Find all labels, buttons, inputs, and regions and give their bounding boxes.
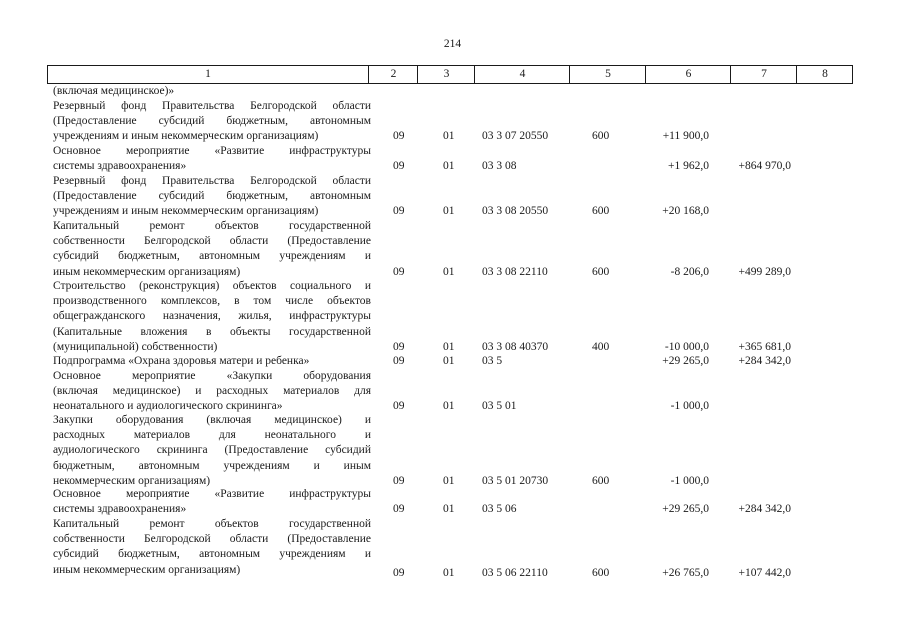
description-line: (включая медицинское)» (53, 85, 175, 97)
amount-change: -1 000,0 (670, 400, 709, 413)
amount-change: +11 900,0 (662, 130, 709, 143)
row-description (53, 354, 371, 369)
expense-type-code: 600 (592, 130, 610, 143)
description-line: Подпрограмма «Охрана здоровья матери и ребенка» (53, 355, 310, 367)
section-code: 09 (393, 400, 405, 413)
row-description (53, 279, 371, 355)
row-description (53, 144, 371, 174)
row-description (53, 487, 371, 517)
description-line: Резервный фонд Правительства Белгородской области (53, 100, 371, 112)
row-description (53, 99, 371, 145)
description-line: субсидий бюджетным, автономным учреждениям и (53, 548, 371, 561)
header-col-6: 6 (645, 66, 731, 83)
description-line: Резервный фонд Правительства Белгородской области (53, 175, 371, 187)
description-line: (Капитальные вложения в объекты государственной (53, 325, 371, 338)
amount-change: +29 265,0 (662, 355, 709, 367)
description-line: (муниципальной) собственности) (53, 340, 218, 353)
description-line: системы здравоохранения» (53, 160, 187, 173)
amount-total: +499 289,0 (738, 265, 791, 278)
description-line: субсидий бюджетным, автономным учреждениям и (53, 250, 371, 263)
section-code: 09 (393, 474, 405, 487)
description-line: собственности Белгородской области (Предоставление (53, 235, 371, 248)
amount-change: +29 265,0 (662, 503, 709, 516)
row-description (53, 369, 371, 415)
subsection-code: 01 (443, 130, 455, 143)
header-col-4: 4 (474, 66, 570, 83)
amount-change: -10 000,0 (664, 340, 709, 353)
subsection-code: 01 (443, 340, 455, 353)
description-line: Закупки оборудования (включая медицинское) и (53, 414, 371, 426)
header-col-7: 7 (730, 66, 797, 83)
subsection-code: 01 (443, 503, 455, 516)
section-code: 09 (393, 160, 405, 173)
section-code: 09 (393, 566, 405, 579)
description-line: некоммерческим организациям) (53, 474, 211, 487)
section-code: 09 (393, 503, 405, 516)
description-line: неонатального и аудиологического скрининга» (53, 400, 283, 413)
amount-change: +26 765,0 (662, 566, 709, 579)
section-code: 09 (393, 205, 405, 218)
section-code: 09 (393, 340, 405, 353)
amount-total: +107 442,0 (738, 566, 791, 579)
subsection-code: 01 (443, 474, 455, 487)
description-line: бюджетным, автономным учреждениям и иным (53, 459, 371, 472)
description-line: расходных материалов для неонатального и (53, 429, 371, 442)
description-line: аудиологического скрининга (Предоставление субсидий (53, 444, 371, 457)
description-line: Основное мероприятие «Развитие инфраструктуры (53, 145, 371, 157)
amount-change: +20 168,0 (662, 205, 709, 218)
section-code: 09 (393, 355, 405, 367)
description-line: учреждениям и иным некоммерческим организациям) (53, 205, 319, 218)
subsection-code: 01 (443, 265, 455, 278)
subsection-code: 01 (443, 566, 455, 579)
page-number: 214 (443, 38, 462, 50)
expense-type-code: 400 (592, 340, 610, 353)
expense-type-code: 600 (592, 566, 610, 579)
amount-total: +284 342,0 (738, 503, 791, 516)
header-col-5: 5 (569, 66, 646, 83)
target-article-code: 03 3 08 40370 (482, 340, 549, 353)
amount-total: +284 342,0 (738, 355, 791, 367)
description-line: Капитальный ремонт объектов государственной (53, 220, 371, 232)
header-col-1: 1 (205, 68, 211, 80)
target-article-code: 03 5 06 (482, 503, 517, 516)
target-article-code: 03 5 01 20730 (482, 474, 549, 487)
description-line: (Предоставление субсидий бюджетным, автономным (53, 190, 371, 203)
target-article-code: 03 3 07 20550 (482, 130, 549, 143)
table-header (47, 65, 853, 84)
description-line: Капитальный ремонт объектов государственной (53, 518, 371, 530)
header-col-2: 2 (368, 66, 418, 83)
description-line: производственного комплексов, в том числе объектов (53, 295, 371, 308)
description-line: общегражданского назначения, жилья, инфраструктуры (53, 310, 371, 323)
amount-change: -8 206,0 (670, 265, 709, 278)
amount-total: +864 970,0 (738, 160, 791, 173)
subsection-code: 01 (443, 160, 455, 173)
target-article-code: 03 5 01 (482, 400, 517, 413)
row-description (53, 219, 371, 280)
header-col-3: 3 (417, 66, 475, 83)
target-article-code: 03 3 08 22110 (482, 265, 548, 278)
description-line: иным некоммерческим организациям) (53, 563, 241, 576)
description-line: учреждениям и иным некоммерческим организациям) (53, 130, 319, 143)
target-article-code: 03 3 08 (482, 160, 517, 173)
expense-type-code: 600 (592, 474, 610, 487)
subsection-code: 01 (443, 400, 455, 413)
section-code: 09 (393, 130, 405, 143)
header-col-8: 8 (796, 66, 853, 83)
amount-total: +365 681,0 (738, 340, 791, 353)
description-line: системы здравоохранения» (53, 503, 187, 516)
description-line: иным некоммерческим организациям) (53, 265, 241, 278)
subsection-code: 01 (443, 355, 455, 367)
target-article-code: 03 3 08 20550 (482, 205, 549, 218)
row-description (53, 413, 371, 489)
row-description (53, 174, 371, 220)
description-line: (Предоставление субсидий бюджетным, автономным (53, 115, 371, 128)
description-line: Основное мероприятие «Развитие инфраструктуры (53, 488, 371, 500)
amount-change: -1 000,0 (670, 474, 709, 487)
description-line: собственности Белгородской области (Предоставление (53, 533, 371, 546)
row-description (53, 84, 371, 99)
subsection-code: 01 (443, 205, 455, 218)
amount-change: +1 962,0 (668, 160, 709, 173)
target-article-code: 03 5 (482, 355, 503, 367)
row-description (53, 517, 371, 578)
expense-type-code: 600 (592, 265, 610, 278)
section-code: 09 (393, 265, 405, 278)
target-article-code: 03 5 06 22110 (482, 566, 548, 579)
description-line: Строительство (реконструкция) объектов социального и (53, 280, 371, 292)
expense-type-code: 600 (592, 205, 610, 218)
description-line: Основное мероприятие «Закупки оборудования (53, 370, 371, 382)
description-line: (включая медицинское) и расходных материалов для (53, 385, 371, 398)
